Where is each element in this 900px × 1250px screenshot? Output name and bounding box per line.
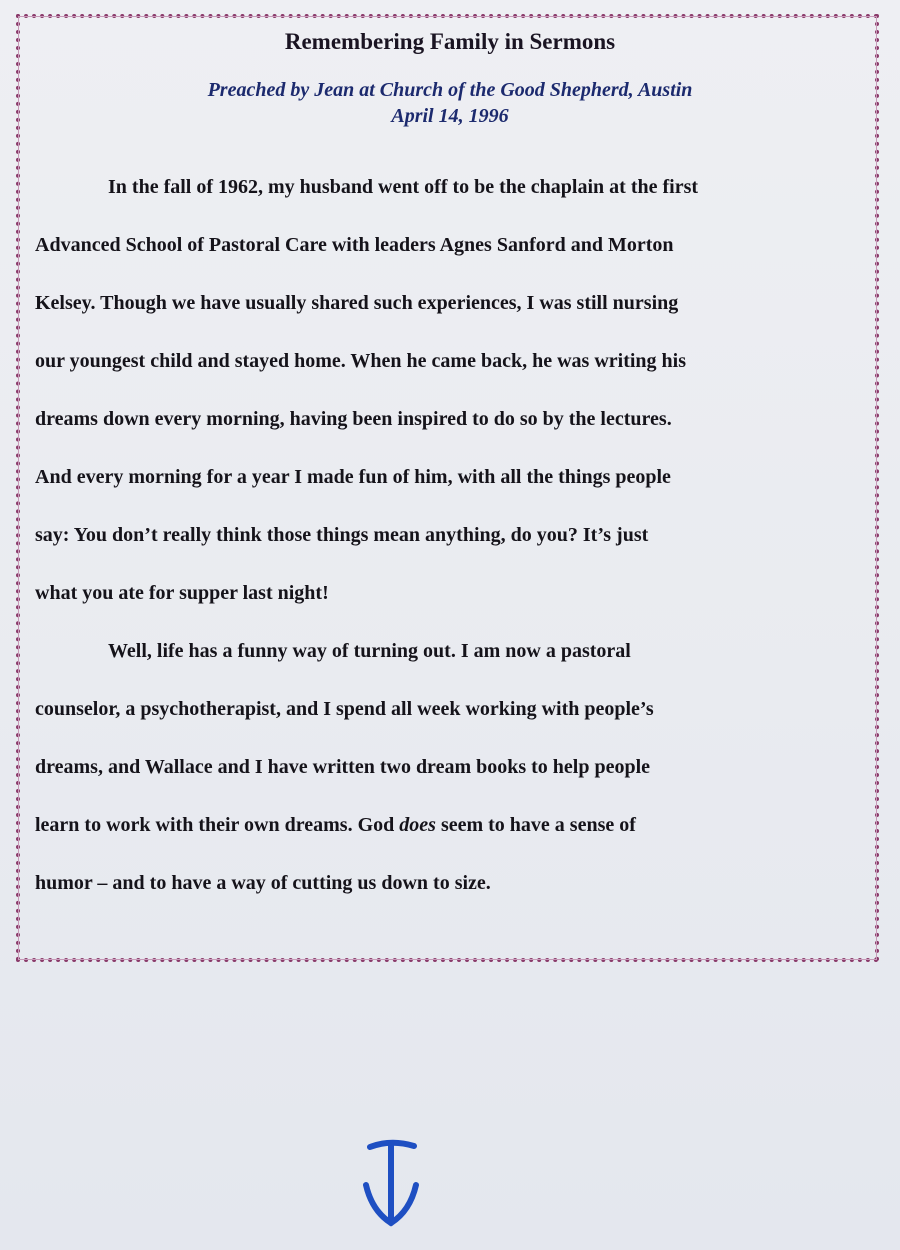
text-line: counselor, a psychotherapist, and I spend all week working with people’s (35, 698, 654, 720)
text-segment: seem to have a sense of (435, 814, 636, 836)
anchor-icon (360, 1135, 422, 1230)
sermon-body (35, 158, 865, 912)
text-line: our youngest child and stayed home. When he came back, he was writing his (35, 350, 686, 372)
sermon-subtitle (0, 77, 900, 129)
text-line: humor – and to have a way of cutting us down to size. (35, 872, 491, 894)
text-line: In the fall of 1962, my husband went off to be the chaplain at the first (108, 176, 699, 198)
text-line: say: You don’t really think those things mean anything, do you? It’s just (35, 524, 649, 546)
text-line: Kelsey. Though we have usually shared such experiences, I was still nursing (35, 292, 679, 314)
emphasis-does: does (399, 814, 436, 836)
text-segment: learn to work with their own dreams. God (35, 814, 400, 836)
preached-by-line: Preached by Jean at Church of the Good Shepherd, Austin (207, 79, 693, 101)
text-line: Advanced School of Pastoral Care with leaders Agnes Sanford and Morton (35, 234, 674, 256)
text-line: Well, life has a funny way of turning out. I am now a pastoral (108, 640, 631, 662)
sermon-title: Remembering Family in Sermons (284, 29, 616, 54)
sermon-date: April 14, 1996 (391, 105, 509, 127)
text-line: And every morning for a year I made fun of him, with all the things people (35, 466, 671, 488)
text-line (35, 796, 865, 854)
text-line: dreams down every morning, having been inspired to do so by the lectures. (35, 408, 672, 430)
text-line: dreams, and Wallace and I have written two dream books to help people (35, 756, 651, 778)
text-line: what you ate for supper last night! (35, 582, 329, 604)
